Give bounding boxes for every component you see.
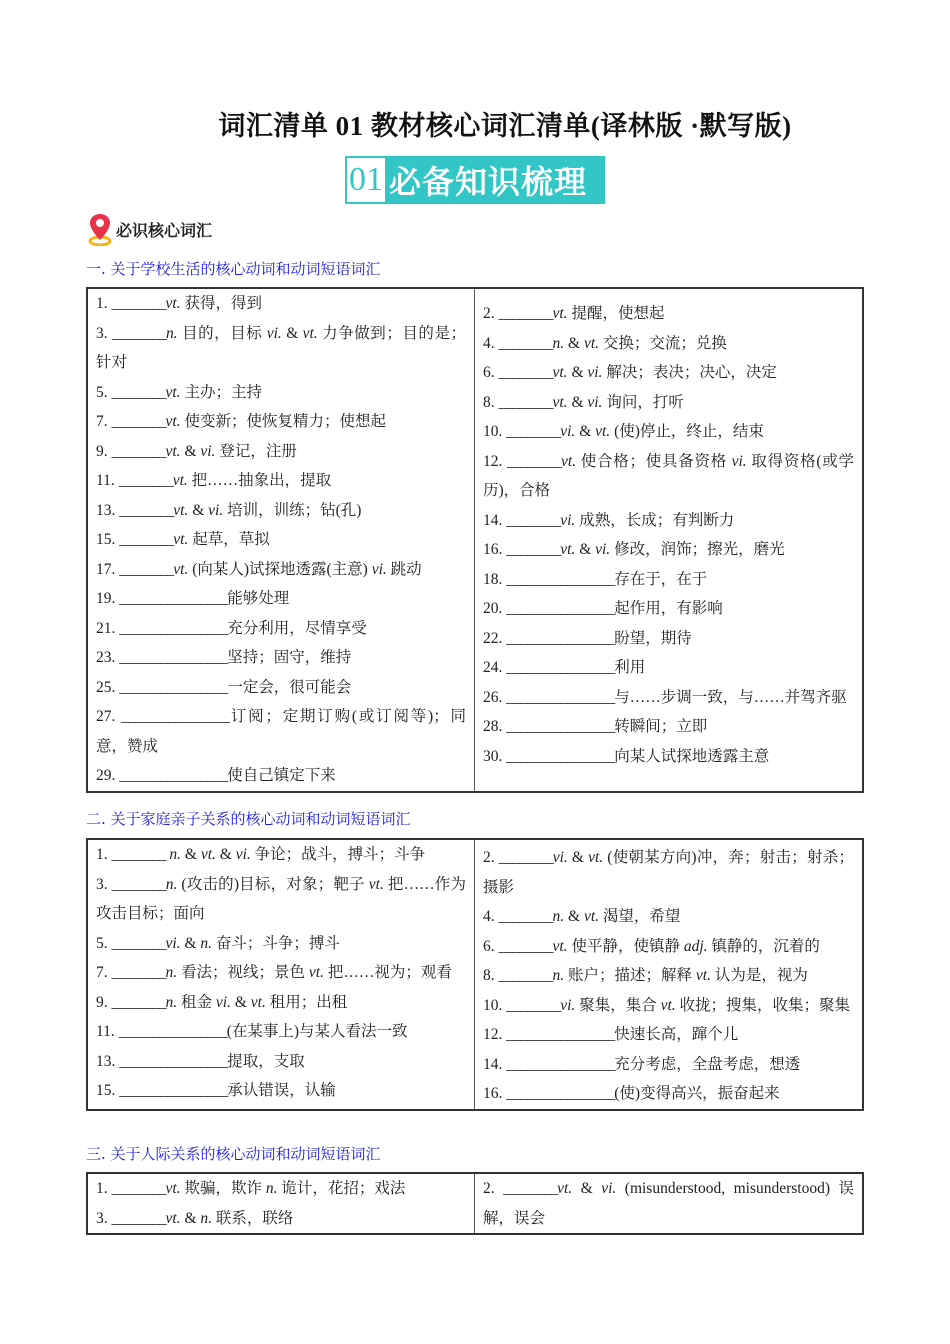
vocab-entry (483, 961, 854, 991)
entry-definition: 与……步调一致，与……并驾齐驱 (614, 688, 847, 706)
left-column (88, 840, 475, 1109)
vocab-entry (483, 1174, 854, 1233)
vocab-entry (483, 683, 854, 713)
answer-blank[interactable]: ________________ (506, 718, 615, 735)
entry-definition: vt. & vi. 修改，润饰；擦光，磨光 (560, 541, 785, 558)
entry-number: 14. (483, 511, 503, 529)
entry-definition: 订阅；定期订购(或订阅等)；同意，赞成 (96, 708, 466, 755)
entry-number: 19. (96, 590, 116, 607)
answer-blank[interactable]: ________________ (119, 767, 228, 784)
vocab-entry (96, 761, 466, 791)
entry-definition: n. 账户；描述；解释 vt. 认为是，视为 (552, 967, 808, 984)
answer-blank[interactable]: ________ (111, 413, 166, 430)
entry-number: 2. (483, 305, 495, 322)
vocab-entry (96, 496, 466, 526)
vocab-entry (483, 991, 854, 1021)
vocab-entry (96, 555, 466, 585)
answer-blank[interactable]: ________________ (121, 708, 230, 725)
vocab-entry (483, 388, 854, 418)
entry-number: 6. (483, 364, 495, 381)
answer-blank[interactable]: ________________ (119, 1082, 228, 1099)
entry-definition: n. 租金 vi. & vt. 租用；出租 (165, 993, 348, 1011)
vocab-entry (96, 958, 466, 988)
entry-definition: 快速长高，蹿个儿 (614, 1026, 739, 1043)
vocab-entry (96, 378, 466, 408)
answer-blank[interactable]: ________ (111, 383, 166, 401)
entry-definition: 使自己镇定下来 (227, 767, 336, 784)
answer-blank[interactable]: ________ (498, 967, 553, 984)
entry-number: 3. (96, 875, 108, 893)
entry-definition: n. (攻击的)目标，对象；靶子 vt. 把……作为攻击目标；面向 (96, 875, 467, 922)
entry-definition: vi. & n. 奋斗；斗争；搏斗 (165, 934, 340, 952)
vocab-entry (483, 299, 854, 329)
entry-number: 2. (483, 849, 495, 866)
entry-definition: 存在于，在于 (614, 570, 708, 588)
banner-number: 01 (347, 158, 385, 202)
entry-definition: 提取，支取 (227, 1052, 305, 1070)
section-heading: 三. 关于人际关系的核心动词和动词短语词汇 (86, 1145, 381, 1163)
vocab-entry (96, 525, 466, 555)
entry-number: 27. (96, 708, 116, 725)
entry-definition: 能够处理 (227, 590, 290, 607)
entry-definition: vt. & vi. 解决；表决；决心，决定 (552, 364, 777, 381)
entry-number: 24. (483, 659, 503, 676)
answer-blank[interactable]: ________ (111, 1180, 166, 1197)
vocab-entry (96, 407, 466, 437)
page-title: 词汇清单 01 教材核心词汇清单(译林版 ·默写版) (218, 111, 792, 141)
location-pin-icon (88, 212, 112, 246)
vocab-entry (483, 843, 854, 902)
subheading-text: 必识核心词汇 (116, 220, 213, 240)
vocab-entry (483, 712, 854, 742)
vocab-entry (96, 584, 466, 614)
entry-number: 4. (483, 334, 495, 352)
entry-number: 1. (96, 1180, 108, 1197)
vocab-entry (483, 565, 854, 595)
entry-number: 15. (96, 1082, 116, 1099)
answer-blank[interactable]: ________ (111, 875, 166, 893)
banner-text: 必备知识梳理 (389, 163, 588, 201)
vocab-entry (483, 329, 854, 359)
vocab-entry (96, 1047, 466, 1077)
entry-number: 5. (96, 383, 108, 401)
vocab-entry (96, 673, 466, 703)
entry-number: 17. (96, 560, 116, 578)
entry-definition: vt. 使合格；使具备资格 vi. 取得资格(或学历)，合格 (483, 452, 854, 499)
entry-definition: 坚持；固守，维持 (227, 649, 352, 666)
answer-blank[interactable]: ________ (111, 934, 166, 952)
answer-blank[interactable]: ________________ (506, 747, 615, 765)
answer-blank[interactable]: ________ (498, 334, 553, 352)
section-heading: 一. 关于学校生活的核心动词和动词短语词汇 (86, 260, 381, 278)
entry-number: 15. (96, 531, 116, 548)
right-column (475, 289, 862, 791)
entry-definition: n. & vt. 交换；交流；兑换 (552, 334, 727, 352)
entry-definition: n. & vt. & vi. 争论；战斗，搏斗；斗争 (169, 846, 426, 863)
right-column (475, 1174, 862, 1233)
vocab-entry (483, 417, 854, 447)
entry-definition: vi. & vt. (使)停止，终止，结束 (560, 423, 764, 440)
vocab-entry (483, 902, 854, 932)
answer-blank[interactable]: ________ (498, 393, 553, 411)
answer-blank[interactable]: ________ (111, 295, 166, 312)
entry-number: 4. (483, 908, 495, 925)
entry-number: 14. (483, 1055, 503, 1073)
entry-definition: 盼望，期待 (614, 629, 692, 647)
entry-number: 3. (96, 324, 108, 342)
entry-number: 23. (96, 649, 116, 666)
vocab-entry (96, 840, 466, 870)
entry-number: 25. (96, 678, 116, 696)
answer-blank[interactable]: ________ (111, 964, 166, 981)
entry-definition: vt. 使变新；使恢复精力；使想起 (165, 413, 386, 430)
entry-definition: vt. & vi. 询问，打听 (552, 393, 684, 411)
answer-blank[interactable]: ________________ (506, 1085, 615, 1102)
entry-number: 12. (483, 1026, 503, 1043)
vocab-entry (483, 742, 854, 772)
section-heading: 二. 关于家庭亲子关系的核心动词和动词短语词汇 (86, 810, 411, 828)
entry-definition: vt. (向某人)试探地透露(主意) vi. 跳动 (173, 560, 422, 578)
entry-definition: 充分利用，尽情享受 (227, 619, 367, 637)
entry-number: 16. (483, 1085, 503, 1102)
vocab-entry (96, 614, 466, 644)
entry-number: 21. (96, 619, 116, 637)
answer-blank[interactable]: ________________ (119, 590, 228, 607)
entry-definition: 利用 (614, 659, 646, 676)
entry-definition: 充分考虑，全盘考虑，想透 (614, 1055, 801, 1073)
entry-definition: vt. & vi. 登记，注册 (165, 442, 297, 460)
entry-number: 13. (96, 1052, 116, 1070)
answer-blank[interactable]: ________________ (506, 600, 615, 617)
entry-number: 11. (96, 472, 115, 489)
answer-blank[interactable]: ________ (498, 364, 553, 381)
entry-definition: vt. & vi. (misunderstood, misunderstood) 误解，误会 (483, 1180, 855, 1227)
answer-blank[interactable]: ________________ (506, 1026, 615, 1043)
vocab-entry (96, 643, 466, 673)
answer-blank[interactable]: ________ (507, 452, 562, 470)
answer-blank[interactable]: ________________ (119, 649, 228, 666)
vocab-entry (483, 535, 854, 565)
answer-blank[interactable]: ________________ (506, 1055, 615, 1073)
vocab-table (86, 1172, 864, 1235)
vocab-entry (483, 358, 854, 388)
entry-number: 3. (96, 1209, 108, 1227)
answer-blank[interactable]: ________ (503, 1180, 558, 1197)
entry-definition: 承认错误，认输 (227, 1082, 336, 1099)
answer-blank[interactable]: ________ (498, 849, 553, 866)
vocab-entry (96, 870, 466, 929)
entry-number: 22. (483, 629, 503, 647)
answer-blank[interactable]: ________________ (118, 1023, 227, 1040)
entry-definition: (使)变得高兴，振奋起来 (614, 1085, 780, 1102)
entry-number: 2. (483, 1180, 495, 1197)
answer-blank[interactable]: ________ (506, 541, 561, 558)
entry-definition: vt. 获得，得到 (165, 295, 262, 312)
answer-blank[interactable]: ________ (111, 846, 166, 863)
entry-definition: (在某事上)与某人看法一致 (226, 1023, 408, 1040)
entry-number: 5. (96, 934, 108, 952)
entry-definition: 转瞬间；立即 (614, 718, 708, 735)
entry-definition: vt. 把……抽象出，提取 (172, 472, 332, 489)
answer-blank[interactable]: ________ (112, 324, 167, 342)
entry-number: 18. (483, 570, 503, 588)
entry-definition: n. 目的，目标 vi. & vt. 力争做到；目的是；针对 (96, 324, 466, 371)
answer-blank[interactable]: ________________ (119, 678, 228, 696)
answer-blank[interactable]: ________________ (506, 659, 615, 676)
section-banner (345, 156, 605, 204)
answer-blank[interactable]: ________ (119, 531, 174, 548)
vocab-entry (96, 1174, 466, 1204)
vocab-entry (483, 1050, 854, 1080)
vocab-entry (483, 932, 854, 962)
entry-definition: n. 看法；视线；景色 vt. 把……视为；观看 (165, 964, 452, 981)
vocab-entry (96, 319, 466, 378)
vocab-entry (483, 624, 854, 654)
left-column (88, 1174, 475, 1233)
entry-number: 8. (483, 393, 495, 411)
entry-definition: vt. & n. 联系，联络 (165, 1209, 294, 1227)
entry-number: 26. (483, 688, 503, 706)
entry-number: 7. (96, 964, 108, 981)
vocab-entry (96, 1076, 466, 1106)
answer-blank[interactable]: ________ (506, 511, 561, 529)
answer-blank[interactable]: ________ (111, 1209, 166, 1227)
entry-number: 28. (483, 718, 503, 735)
entry-number: 16. (483, 541, 503, 558)
answer-blank[interactable]: ________ (119, 501, 174, 519)
answer-blank[interactable]: ________ (111, 993, 166, 1011)
entry-definition: 向某人试探地透露主意 (614, 747, 770, 765)
answer-blank[interactable]: ________ (118, 472, 173, 489)
vocab-entry (483, 506, 854, 536)
vocab-entry (96, 988, 466, 1018)
answer-blank[interactable]: ________________ (506, 688, 615, 706)
entry-number: 10. (483, 996, 503, 1014)
left-column (88, 289, 475, 791)
vocab-entry (96, 289, 466, 319)
entry-number: 13. (96, 501, 116, 519)
vocab-entry (483, 594, 854, 624)
vocab-entry (483, 653, 854, 683)
vocab-entry (96, 929, 466, 959)
answer-blank[interactable]: ________ (498, 937, 553, 955)
entry-definition: vt. 使平静，使镇静 adj. 镇静的，沉着的 (552, 937, 820, 955)
entry-number: 29. (96, 767, 116, 784)
vocab-table (86, 287, 864, 793)
answer-blank[interactable]: ________________ (506, 570, 615, 588)
vocab-entry (483, 1020, 854, 1050)
answer-blank[interactable]: ________________ (506, 629, 615, 647)
vocab-entry (96, 1204, 466, 1234)
entry-number: 20. (483, 600, 503, 617)
answer-blank[interactable]: ________________ (119, 619, 228, 637)
entry-number: 1. (96, 846, 108, 863)
answer-blank[interactable]: ________ (119, 560, 174, 578)
answer-blank[interactable]: ________________ (119, 1052, 228, 1070)
entry-definition: vi. 成熟，长成；有判断力 (560, 511, 735, 529)
vocab-entry (96, 1017, 466, 1047)
answer-blank[interactable]: ________ (111, 442, 166, 460)
answer-blank[interactable]: ________ (506, 423, 561, 440)
entry-definition: vt. 起草，草拟 (173, 531, 270, 548)
vocab-entry (483, 1079, 854, 1109)
entry-number: 10. (483, 423, 503, 440)
entry-number: 9. (96, 993, 108, 1011)
answer-blank[interactable]: ________ (506, 996, 561, 1014)
entry-number: 9. (96, 442, 108, 460)
vocab-entry (483, 447, 854, 506)
entry-definition: vt. 提醒，使想起 (552, 305, 665, 322)
entry-definition: 起作用，有影响 (614, 600, 723, 617)
entry-number: 12. (483, 452, 503, 470)
entry-definition: vi. 聚集，集合 vt. 收拢；搜集，收集；聚集 (560, 996, 851, 1014)
entry-definition: vt. 欺骗，欺诈 n. 诡计，花招；戏法 (165, 1180, 406, 1197)
entry-definition: vt. & vi. 培训，训练；钻(孔) (173, 501, 362, 519)
entry-definition: vt. 主办；主持 (165, 383, 262, 401)
entry-definition: vi. & vt. (使朝某方向)冲，奔；射击；射杀；摄影 (483, 849, 855, 896)
vocab-entry (96, 437, 466, 467)
entry-definition: 一定会，很可能会 (227, 678, 352, 696)
entry-number: 8. (483, 967, 495, 984)
answer-blank[interactable]: ________ (498, 305, 553, 322)
entry-definition: n. & vt. 渴望，希望 (552, 908, 681, 925)
vocab-entry (96, 702, 466, 761)
entry-number: 30. (483, 747, 503, 765)
subheading (88, 212, 212, 246)
right-column (475, 840, 862, 1109)
entry-number: 11. (96, 1023, 115, 1040)
answer-blank[interactable]: ________ (498, 908, 553, 925)
entry-number: 1. (96, 295, 108, 312)
entry-number: 6. (483, 937, 495, 955)
entry-number: 7. (96, 413, 108, 430)
vocab-table (86, 838, 864, 1111)
vocab-entry (96, 466, 466, 496)
